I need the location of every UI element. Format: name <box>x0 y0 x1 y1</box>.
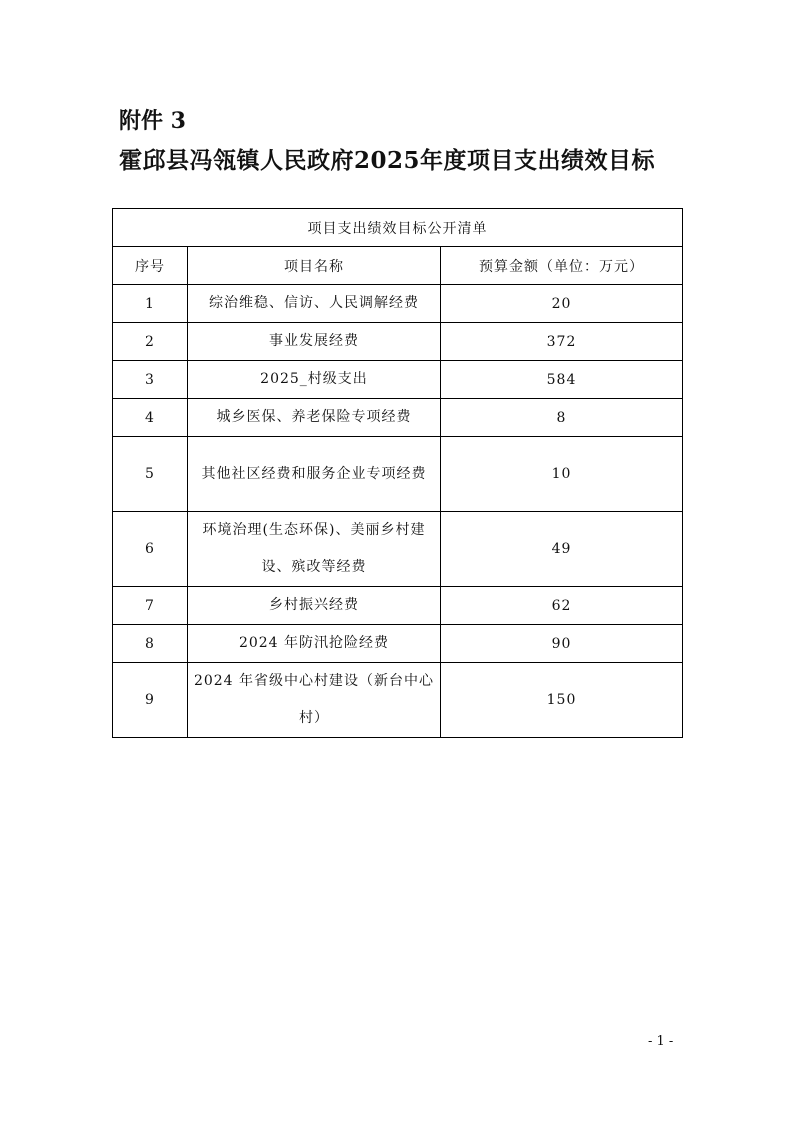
row-no: 5 <box>113 437 188 512</box>
table-row <box>113 512 683 587</box>
row-name: 2024 年省级中心村建设（新台中心村） <box>188 663 441 738</box>
table-row <box>113 663 683 738</box>
header-name: 项目名称 <box>188 247 441 285</box>
row-amount: 62 <box>441 587 683 625</box>
document-title: 霍邱县冯瓴镇人民政府2025年度项目支出绩效目标 <box>119 147 656 174</box>
row-amount: 584 <box>441 361 683 399</box>
table-row <box>113 361 683 399</box>
row-name: 其他社区经费和服务企业专项经费 <box>188 437 441 512</box>
row-name: 事业发展经费 <box>188 323 441 361</box>
row-no: 9 <box>113 663 188 738</box>
row-no: 8 <box>113 625 188 663</box>
row-name: 2024 年防汛抢险经费 <box>188 625 441 663</box>
header-amount: 预算金额（单位：万元） <box>441 247 683 285</box>
row-name: 2025_村级支出 <box>188 361 441 399</box>
table-row <box>113 285 683 323</box>
table-row <box>113 399 683 437</box>
table-row <box>113 625 683 663</box>
row-amount: 90 <box>441 625 683 663</box>
row-no: 2 <box>113 323 188 361</box>
row-no: 4 <box>113 399 188 437</box>
row-no: 3 <box>113 361 188 399</box>
row-amount: 150 <box>441 663 683 738</box>
header-no: 序号 <box>113 247 188 285</box>
table-header-row <box>113 247 683 285</box>
row-name: 环境治理(生态环保)、美丽乡村建设、殡改等经费 <box>188 512 441 587</box>
row-amount: 372 <box>441 323 683 361</box>
row-no: 6 <box>113 512 188 587</box>
table-row <box>113 437 683 512</box>
row-no: 1 <box>113 285 188 323</box>
table-caption: 项目支出绩效目标公开清单 <box>113 209 683 247</box>
row-name: 综治维稳、信访、人民调解经费 <box>188 285 441 323</box>
attachment-label: 附件 3 <box>119 108 186 134</box>
row-name: 城乡医保、养老保险专项经费 <box>188 399 441 437</box>
row-amount: 10 <box>441 437 683 512</box>
row-amount: 20 <box>441 285 683 323</box>
table-row <box>113 587 683 625</box>
row-amount: 49 <box>441 512 683 587</box>
table-row <box>113 323 683 361</box>
row-name: 乡村振兴经费 <box>188 587 441 625</box>
budget-table <box>112 208 683 738</box>
row-amount: 8 <box>441 399 683 437</box>
page-number: - 1 - <box>648 1034 674 1049</box>
row-no: 7 <box>113 587 188 625</box>
